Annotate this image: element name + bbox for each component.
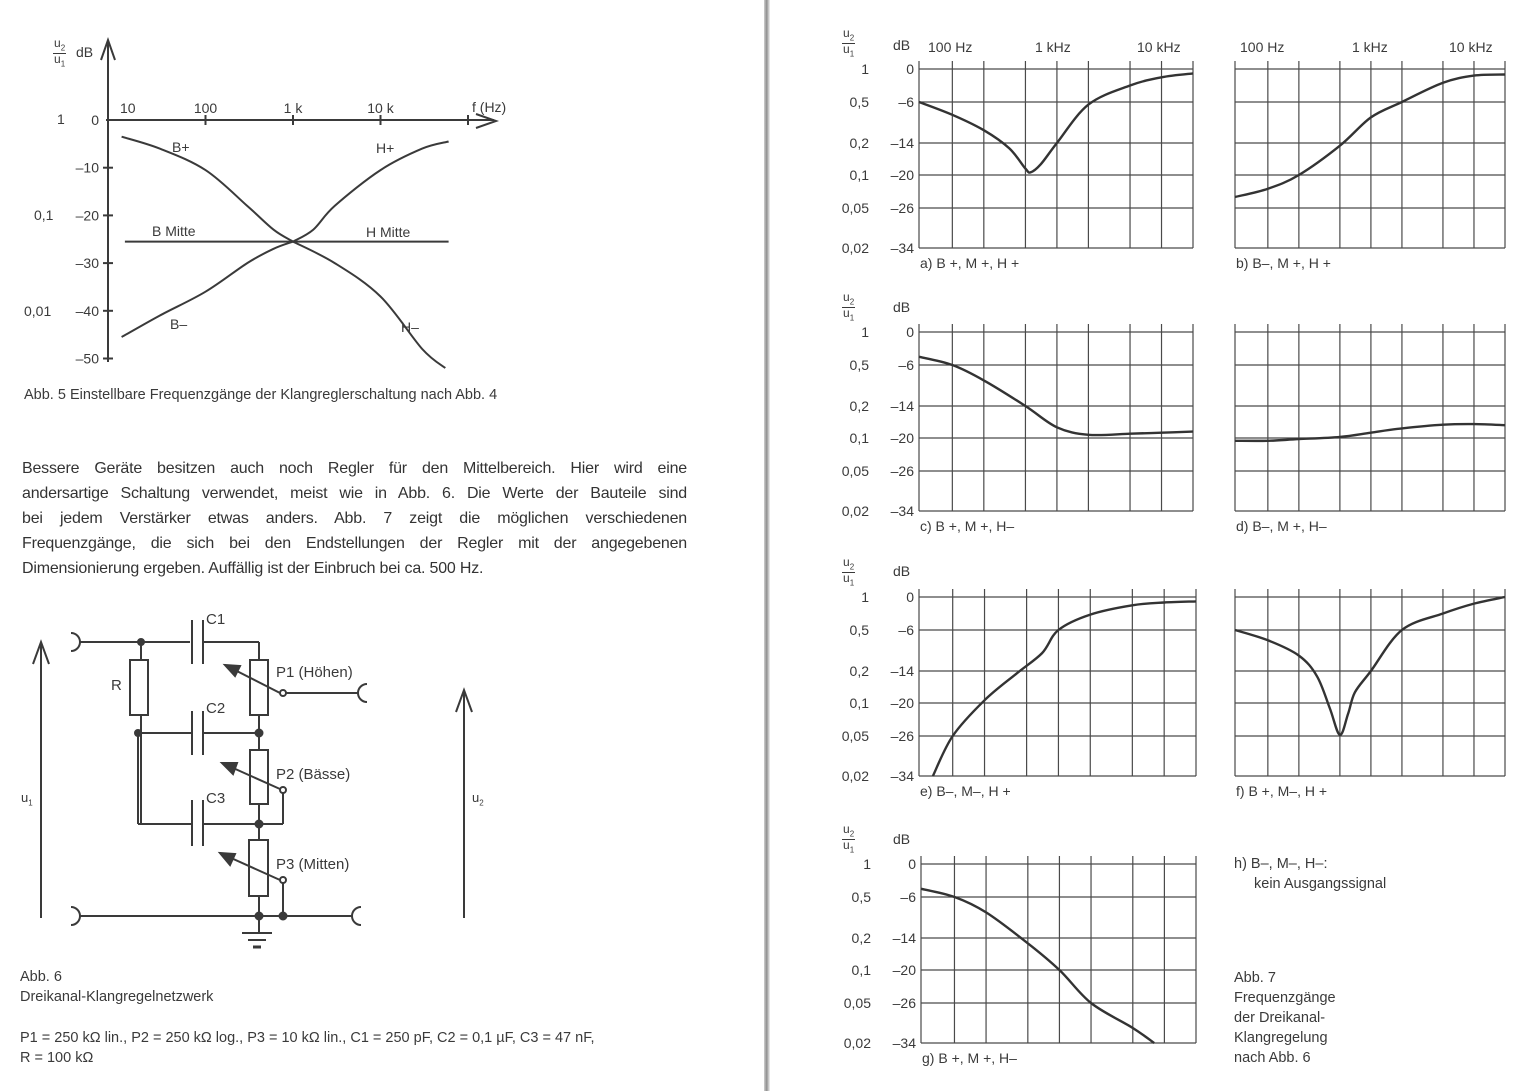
panel-label: f) B +, M–, H + [1236, 783, 1328, 799]
ratio-tick-label: 0,1 [849, 695, 869, 712]
paragraph-line: Frequenzgänge, die sich bei den Endstellungen der Regler mit der angegebenen [22, 535, 687, 552]
db-tick-label: –34 [890, 768, 914, 784]
freq-label-100hz: 100 Hz [928, 39, 973, 55]
db-tick-label: –6 [898, 357, 914, 374]
c3-label: C3 [206, 790, 226, 807]
abb7-db-unit: dB [893, 563, 911, 579]
abb5-x-tick-label: 100 [193, 100, 218, 116]
paragraph-line: Dimensionierung ergeben. Auffällig ist der Einbruch bei ca. 500 Hz. [22, 560, 484, 577]
abb6-component-values: R = 100 kΩ [20, 1050, 94, 1066]
db-tick-label: –34 [890, 240, 914, 256]
u2-label: $u_2$ [472, 790, 484, 808]
ratio-tick-label: 1 [861, 61, 869, 77]
db-tick-label: –14 [890, 134, 914, 151]
response-curve [1235, 75, 1505, 198]
panel-h-note: kein Ausgangssignal [1254, 876, 1387, 892]
ratio-tick-label: 0,05 [841, 199, 869, 216]
abb5-x-tick-label: 10 [120, 100, 136, 116]
response-curve [919, 357, 1193, 435]
abb5-curve-label: B Mitte [152, 223, 196, 239]
ratio-tick-label: 0,02 [841, 768, 869, 784]
panel-h-note: h) B–, M–, H–: [1234, 856, 1328, 872]
junction-dot [256, 821, 263, 828]
abb7-db-unit: dB [893, 831, 911, 847]
abb7-chart-grid [770, 0, 1537, 1091]
db-tick-label: –6 [900, 889, 916, 906]
abb5-y-tick-label: –10 [75, 159, 99, 176]
panel-label: c) B +, M +, H– [920, 518, 1015, 534]
abb7-caption: Klangregelung [1234, 1030, 1328, 1046]
abb7-caption: nach Abb. 6 [1234, 1050, 1311, 1066]
db-tick-label: –26 [892, 994, 916, 1011]
p1-potentiometer [250, 660, 268, 715]
panel-label: d) B–, M +, H– [1236, 518, 1327, 534]
abb5-curve-label: H– [401, 319, 419, 335]
abb5-y-tick-label: –30 [75, 255, 99, 272]
freq-label-10khz: 10 kHz [1449, 39, 1493, 55]
abb7-panel-e [842, 589, 1196, 799]
junction-dot [280, 913, 287, 920]
body-paragraph [22, 456, 687, 581]
db-tick-label: 0 [906, 589, 914, 605]
abb7-caption: der Dreikanal- [1234, 1010, 1326, 1026]
c2-label: C2 [206, 700, 226, 717]
ratio-tick-label: 1 [863, 856, 871, 872]
freq-label-10khz: 10 kHz [1137, 39, 1181, 55]
response-curve [919, 73, 1193, 172]
ratio-tick-label: 0,2 [849, 397, 869, 414]
abb6-circuit-diagram [0, 600, 520, 960]
input-terminal-top [71, 633, 80, 651]
ratio-tick-label: 1 [861, 589, 869, 605]
abb7-panel-f [1235, 589, 1505, 799]
ratio-tick-label: 0,5 [849, 357, 869, 374]
db-tick-label: –26 [890, 462, 914, 479]
ratio-tick-label: 0,2 [851, 929, 871, 946]
abb7-panel-b [1235, 61, 1505, 271]
abb5-series-Bminus [122, 242, 293, 337]
r-resistor [130, 660, 148, 715]
abb5-y-tick-label: 0 [91, 112, 99, 128]
db-tick-label: 0 [906, 61, 914, 77]
db-tick-label: 0 [906, 324, 914, 340]
abb5-x-axis-label: f (Hz) [472, 99, 507, 115]
abb5-series-Hminus [293, 242, 445, 368]
abb5-curve-label: B– [170, 316, 188, 332]
db-tick-label: –14 [892, 929, 916, 946]
ratio-tick-label: 0,05 [841, 727, 869, 744]
abb5-ratio-tick: 0,01 [24, 303, 52, 319]
db-tick-label: –34 [890, 503, 914, 519]
p3-label: P3 (Mitten) [276, 856, 350, 873]
ratio-tick-label: 0,02 [843, 1035, 871, 1051]
abb7-panel-c [842, 324, 1193, 534]
panel-label: e) B–, M–, H + [920, 783, 1011, 799]
abb5-x-tick-label: 1 k [283, 100, 303, 116]
abb7-panel-d [1235, 324, 1505, 534]
db-tick-label: –20 [890, 695, 914, 712]
paragraph-line: bei jedem Verstärker etwas anders. Abb. 7 zeigt die möglichen verschiedenen [22, 510, 687, 527]
abb5-series-Bplus [122, 137, 293, 242]
db-tick-label: –6 [898, 622, 914, 639]
abb6-caption-title: Dreikanal-Klangregelnetzwerk [20, 989, 214, 1005]
abb7-panel-g [844, 856, 1196, 1066]
abb5-y-tick-label: –50 [75, 350, 99, 367]
ratio-tick-label: 0,5 [851, 889, 871, 906]
ratio-tick-label: 0,02 [841, 503, 869, 519]
response-curve [921, 889, 1154, 1043]
panel-label: a) B +, M +, H + [920, 255, 1020, 271]
ratio-tick-label: 0,1 [851, 962, 871, 979]
db-tick-label: –20 [890, 430, 914, 447]
abb5-x-tick-label: 10 k [367, 100, 394, 116]
panel-label: b) B–, M +, H + [1236, 255, 1331, 271]
ratio-tick-label: 0,1 [849, 167, 869, 184]
abb5-curve-label: H Mitte [366, 224, 411, 240]
abb5-labels [76, 100, 419, 367]
db-tick-label: –6 [898, 94, 914, 111]
freq-label-100hz: 100 Hz [1240, 39, 1285, 55]
abb5-ratio-label: $\frac{u_2}{u_1}$ [54, 36, 66, 69]
ratio-tick-label: 0,5 [849, 622, 869, 639]
c1-label: C1 [206, 611, 226, 628]
abb6-caption-number: Abb. 6 [20, 969, 62, 985]
ratio-tick-label: 0,05 [843, 994, 871, 1011]
abb5-series [122, 137, 449, 368]
abb5-y-tick-label: –20 [75, 207, 99, 224]
abb7-db-unit: dB [893, 37, 911, 53]
db-tick-label: 0 [908, 856, 916, 872]
abb5-curve-label: H+ [376, 140, 395, 156]
abb5-axes [101, 40, 496, 362]
response-curve [1235, 597, 1505, 735]
abb7-caption: Abb. 7 [1234, 970, 1276, 986]
abb5-ratio-tick: 1 [57, 111, 65, 127]
abb5-chart [0, 0, 540, 410]
abb5-ratio-tick: 0,1 [34, 207, 54, 223]
r-label: R [111, 677, 122, 694]
abb7-db-unit: dB [893, 299, 911, 315]
ratio-tick-label: 0,2 [849, 134, 869, 151]
abb7-ratio-label: $\frac{u_2}{u_1}$ [843, 555, 855, 588]
freq-label-1khz: 1 kHz [1035, 39, 1071, 55]
p1-label: P1 (Höhen) [276, 664, 353, 681]
paragraph-line: Bessere Geräte besitzen auch noch Regler für den Mittelbereich. Hier wird eine [22, 460, 687, 477]
abb5-curve-label: B+ [172, 139, 190, 155]
response-curve [933, 601, 1196, 776]
abb5-y-tick-label: –40 [75, 302, 99, 319]
db-tick-label: –20 [892, 962, 916, 979]
ratio-tick-label: 0,1 [849, 430, 869, 447]
db-tick-label: –14 [890, 397, 914, 414]
db-tick-label: –14 [890, 662, 914, 679]
abb5-caption: Abb. 5 Einstellbare Frequenzgänge der Klangreglerschaltung nach Abb. 4 [24, 387, 498, 403]
db-tick-label: –34 [892, 1035, 916, 1051]
abb7-caption: Frequenzgänge [1234, 990, 1336, 1006]
p2-label: P2 (Bässe) [276, 766, 351, 783]
ratio-tick-label: 0,05 [841, 462, 869, 479]
ratio-tick-label: 0,02 [841, 240, 869, 256]
input-terminal-bottom [71, 907, 80, 925]
ratio-tick-label: 0,5 [849, 94, 869, 111]
paragraph-line: andersartige Schaltung verwendet, meist wie in Abb. 6. Die Werte der Bauteile sind [22, 485, 687, 502]
output-terminal-bottom [352, 907, 361, 925]
abb7-panel-a [842, 61, 1193, 271]
ratio-tick-label: 1 [861, 324, 869, 340]
db-tick-label: –26 [890, 199, 914, 216]
abb6-component-values: P1 = 250 kΩ lin., P2 = 250 kΩ log., P3 = 10 kΩ lin., C1 = 250 pF, C2 = 0,1 µF, C3 = 47 nF, [20, 1030, 595, 1046]
abb7-ratio-label: $\frac{u_2}{u_1}$ [843, 822, 855, 855]
ratio-tick-label: 0,2 [849, 662, 869, 679]
panel-label: g) B +, M +, H– [922, 1050, 1017, 1066]
output-terminal-top [358, 684, 367, 702]
freq-label-1khz: 1 kHz [1352, 39, 1388, 55]
u1-label: $u_1$ [21, 790, 33, 808]
db-tick-label: –20 [890, 167, 914, 184]
abb7-ratio-label: $\frac{u_2}{u_1}$ [843, 26, 855, 59]
abb7-ratio-label: $\frac{u_2}{u_1}$ [843, 290, 855, 323]
db-tick-label: –26 [890, 727, 914, 744]
abb5-db-unit: dB [76, 44, 94, 60]
